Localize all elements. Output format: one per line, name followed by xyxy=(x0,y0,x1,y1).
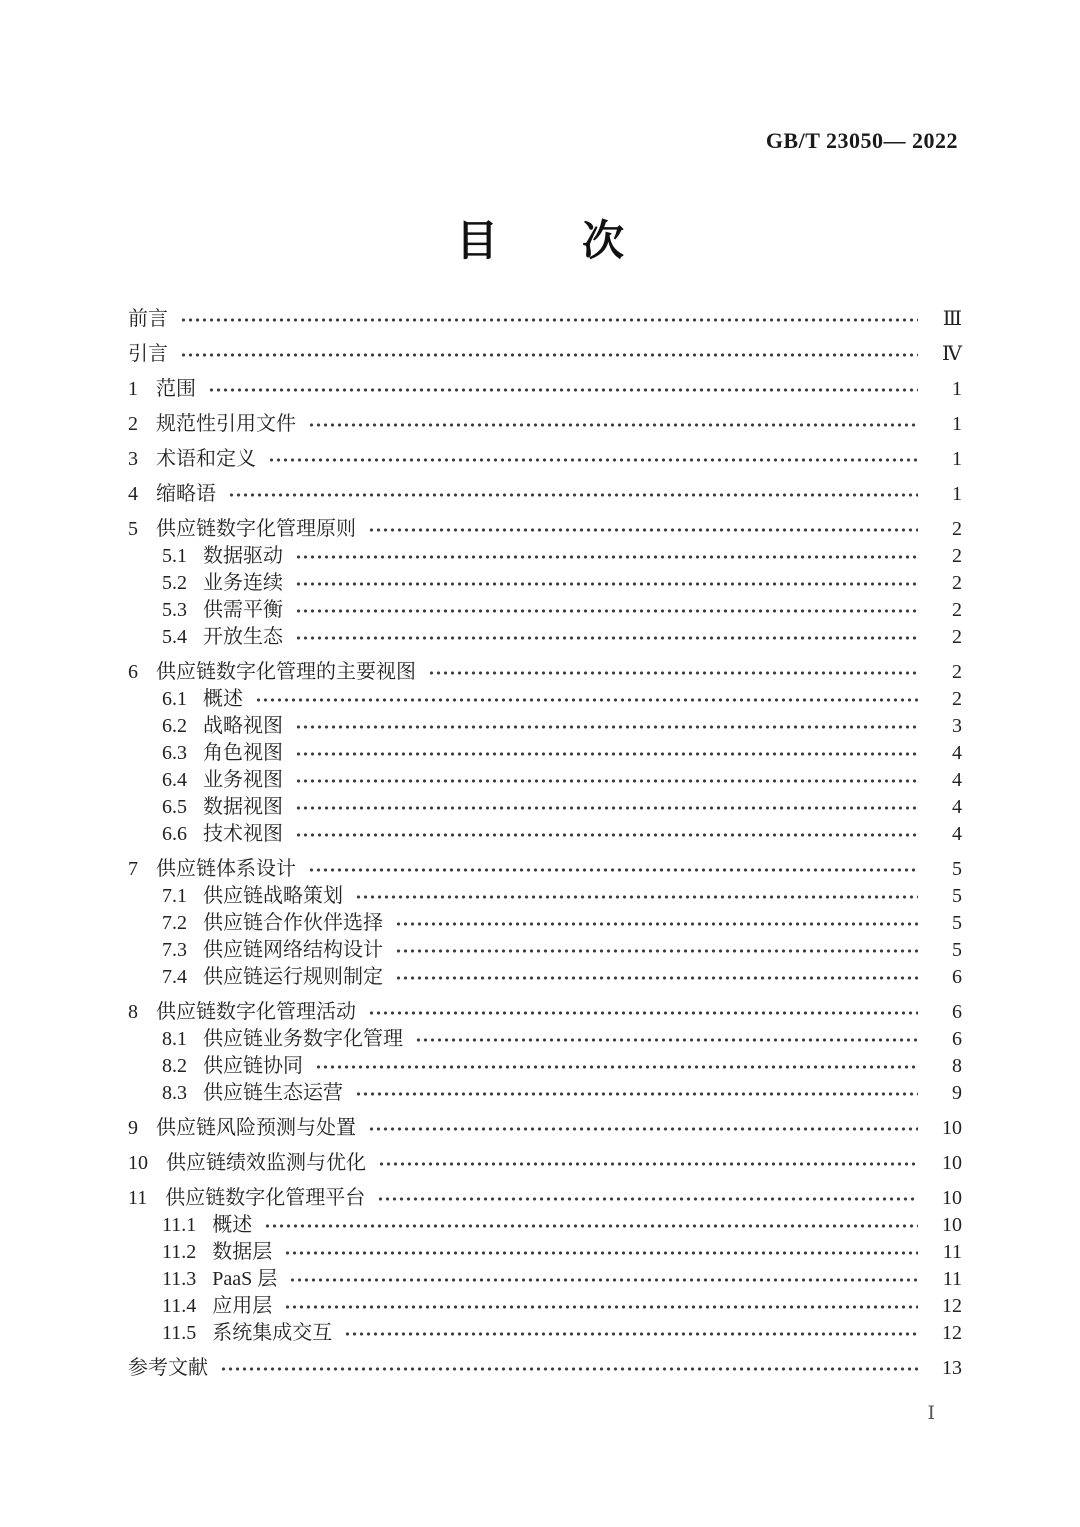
toc-entry-title: 供应链数字化管理的主要视图 xyxy=(156,661,416,683)
toc-entry xyxy=(128,1115,962,1142)
toc-entry xyxy=(128,713,962,740)
toc-entry-number: 7.2 xyxy=(162,912,187,934)
toc-entry-number: 7.4 xyxy=(162,966,187,988)
toc-entry-number: 11.5 xyxy=(162,1322,197,1344)
toc-entry-number: 11.2 xyxy=(162,1241,197,1263)
toc-entry-title: 范围 xyxy=(156,378,196,400)
toc-entry-title: 供应链战略策划 xyxy=(203,885,343,907)
dotted-leader xyxy=(378,1154,918,1174)
toc-entry-page: 2 xyxy=(952,688,962,710)
toc-entry-page: 5 xyxy=(952,912,962,934)
toc-entry xyxy=(128,1293,962,1320)
toc-entry-page: 5 xyxy=(952,885,962,907)
toc-entry-page: 6 xyxy=(952,1028,962,1050)
dotted-leader xyxy=(255,690,918,710)
toc-entry xyxy=(128,937,962,964)
dotted-leader xyxy=(295,628,918,648)
toc-entry-title: 概述 xyxy=(212,1214,253,1236)
toc-entry-number: 11.3 xyxy=(162,1268,197,1290)
dotted-leader xyxy=(180,310,918,330)
toc-entry xyxy=(128,1026,962,1053)
toc-entry-title: 角色视图 xyxy=(203,742,283,764)
toc-entry-title: 供应链绩效监测与优化 xyxy=(166,1152,366,1174)
toc-entry xyxy=(128,624,962,651)
toc-entry-page: 4 xyxy=(952,769,962,791)
toc-entry-title: 技术视图 xyxy=(203,823,283,845)
toc-entry-page: 12 xyxy=(942,1322,962,1344)
toc-entry xyxy=(128,1355,962,1382)
toc-entry xyxy=(128,516,962,543)
toc-entry-title: 供应链生态运营 xyxy=(203,1082,343,1104)
toc-entry-number: 11.1 xyxy=(162,1214,197,1236)
toc-entry-page: 1 xyxy=(952,483,962,505)
toc-entry-number: 5.2 xyxy=(162,572,187,594)
toc-entry xyxy=(128,570,962,597)
dotted-leader xyxy=(295,771,918,791)
toc-entry-page: 2 xyxy=(952,599,962,621)
toc-entry-title: 供需平衡 xyxy=(203,599,283,621)
toc-entry-page: 1 xyxy=(952,448,962,470)
toc-entry-title: 业务视图 xyxy=(203,769,283,791)
dotted-leader xyxy=(208,380,918,400)
toc-entry-title: 数据驱动 xyxy=(203,545,283,567)
dotted-leader xyxy=(295,825,918,845)
standard-code: GB/T 23050— 2022 xyxy=(765,128,958,153)
dotted-leader xyxy=(368,1119,918,1139)
toc-entry xyxy=(128,376,962,403)
dotted-leader xyxy=(284,1297,918,1317)
toc-entry-number: 9 xyxy=(128,1117,138,1139)
dotted-leader xyxy=(295,547,918,567)
toc-entry-title: 供应链协同 xyxy=(203,1055,303,1077)
toc-entry-number: 2 xyxy=(128,413,138,435)
toc-entry-page: 5 xyxy=(952,858,962,880)
toc-entry-number: 6.3 xyxy=(162,742,187,764)
toc-entry xyxy=(128,341,962,368)
toc-entry-page: 4 xyxy=(952,796,962,818)
toc-entry-title: 供应链网络结构设计 xyxy=(203,939,383,961)
toc-entry-number: 1 xyxy=(128,378,138,400)
dotted-leader xyxy=(284,1243,918,1263)
toc-entry xyxy=(128,411,962,438)
toc-entry-page: 2 xyxy=(952,545,962,567)
page-title: 目 次 xyxy=(455,219,624,265)
toc-entry-number: 11 xyxy=(128,1187,148,1209)
dotted-leader xyxy=(295,744,918,764)
toc-entry xyxy=(128,659,962,686)
toc-entry xyxy=(128,740,962,767)
toc-entry-number: 6.6 xyxy=(162,823,187,845)
toc-entry-number: 5.1 xyxy=(162,545,187,567)
toc-entry-title: PaaS 层 xyxy=(212,1268,278,1290)
dotted-leader xyxy=(428,663,918,683)
toc-entry-title: 供应链合作伙伴选择 xyxy=(203,912,383,934)
toc-entry xyxy=(128,767,962,794)
toc-entry-number: 8.1 xyxy=(162,1028,187,1050)
dotted-leader xyxy=(355,1084,918,1104)
toc-entry-number: 5.4 xyxy=(162,626,187,648)
toc-entry-number: 5 xyxy=(128,518,138,540)
toc-entry-page: 4 xyxy=(952,823,962,845)
toc-entry-page: Ⅲ xyxy=(942,308,962,330)
dotted-leader xyxy=(368,1003,918,1023)
toc-entry xyxy=(128,821,962,848)
toc-entry xyxy=(128,1080,962,1107)
toc-entry-number: 4 xyxy=(128,483,138,505)
toc-entry-number: 3 xyxy=(128,448,138,470)
toc-entry-title: 缩略语 xyxy=(156,483,216,505)
toc-entry xyxy=(128,597,962,624)
toc-entry-number: 7.3 xyxy=(162,939,187,961)
toc-entry-page: 10 xyxy=(942,1117,962,1139)
dotted-leader xyxy=(268,450,918,470)
footer-page-number: Ⅰ xyxy=(927,1403,935,1424)
dotted-leader xyxy=(395,968,918,988)
toc-entry xyxy=(128,1266,962,1293)
toc-entry-title: 应用层 xyxy=(212,1295,273,1317)
dotted-leader xyxy=(395,914,918,934)
toc-entry-title: 供应链数字化管理平台 xyxy=(165,1187,366,1209)
toc-entry-title: 供应链运行规则制定 xyxy=(203,966,383,988)
dotted-leader xyxy=(295,574,918,594)
toc-entry-number: 6.2 xyxy=(162,715,187,737)
toc-entry-title: 参考文献 xyxy=(128,1357,208,1379)
toc-entry xyxy=(128,1185,962,1212)
toc-entry-title: 数据视图 xyxy=(203,796,283,818)
toc-entry-page: 6 xyxy=(952,1001,962,1023)
toc-entry-page: 13 xyxy=(942,1357,962,1379)
toc-entry-page: 11 xyxy=(942,1241,962,1263)
dotted-leader xyxy=(355,887,918,907)
toc-entry-number: 11.4 xyxy=(162,1295,197,1317)
toc-entry xyxy=(128,794,962,821)
dotted-leader xyxy=(377,1189,918,1209)
toc-entry xyxy=(128,856,962,883)
toc-entry xyxy=(128,481,962,508)
toc-entry xyxy=(128,1150,962,1177)
toc-entry-title: 规范性引用文件 xyxy=(156,413,296,435)
toc-entry xyxy=(128,964,962,991)
toc-entry-page: 5 xyxy=(952,939,962,961)
toc-entry-title: 前言 xyxy=(128,308,168,330)
toc-entry-page: 3 xyxy=(952,715,962,737)
toc-entry-page: 2 xyxy=(952,572,962,594)
toc-entry-title: 术语和定义 xyxy=(156,448,256,470)
toc-list xyxy=(128,306,962,1382)
toc-entry-page: Ⅳ xyxy=(942,343,962,365)
toc-entry xyxy=(128,686,962,713)
toc-entry-page: 1 xyxy=(952,378,962,400)
toc-entry-page: 10 xyxy=(942,1214,962,1236)
dotted-leader xyxy=(415,1030,918,1050)
toc-entry xyxy=(128,1053,962,1080)
toc-entry-page: 1 xyxy=(952,413,962,435)
toc-entry-page: 10 xyxy=(942,1187,962,1209)
toc-entry-title: 供应链数字化管理原则 xyxy=(156,518,356,540)
dotted-leader xyxy=(220,1359,918,1379)
toc-entry-title: 数据层 xyxy=(212,1241,273,1263)
toc-entry-number: 6.4 xyxy=(162,769,187,791)
toc-entry-page: 9 xyxy=(952,1082,962,1104)
toc-entry-page: 6 xyxy=(952,966,962,988)
toc-entry-number: 10 xyxy=(128,1152,148,1174)
toc-entry-title: 引言 xyxy=(128,343,168,365)
toc-entry-number: 6.5 xyxy=(162,796,187,818)
toc-entry xyxy=(128,1320,962,1347)
toc-entry xyxy=(128,1239,962,1266)
toc-entry-title: 供应链业务数字化管理 xyxy=(203,1028,403,1050)
toc-entry-number: 8.2 xyxy=(162,1055,187,1077)
dotted-leader xyxy=(344,1324,918,1344)
toc-entry-number: 8 xyxy=(128,1001,138,1023)
toc-entry xyxy=(128,446,962,473)
toc-entry-title: 供应链风险预测与处置 xyxy=(156,1117,356,1139)
toc-entry xyxy=(128,999,962,1026)
toc-entry-title: 开放生态 xyxy=(203,626,283,648)
dotted-leader xyxy=(295,798,918,818)
dotted-leader xyxy=(395,941,918,961)
dotted-leader xyxy=(180,345,918,365)
toc-entry-number: 7.1 xyxy=(162,885,187,907)
toc-entry-number: 8.3 xyxy=(162,1082,187,1104)
toc-entry-title: 系统集成交互 xyxy=(212,1322,333,1344)
toc-entry xyxy=(128,543,962,570)
toc-entry-page: 8 xyxy=(952,1055,962,1077)
toc-entry-number: 6.1 xyxy=(162,688,187,710)
toc-entry xyxy=(128,883,962,910)
dotted-leader xyxy=(308,860,918,880)
toc-entry-page: 2 xyxy=(952,518,962,540)
toc-entry-page: 4 xyxy=(952,742,962,764)
dotted-leader xyxy=(228,485,918,505)
dotted-leader xyxy=(289,1270,918,1290)
dotted-leader xyxy=(264,1216,918,1236)
dotted-leader xyxy=(295,717,918,737)
toc-entry-title: 战略视图 xyxy=(203,715,283,737)
toc-entry-page: 10 xyxy=(942,1152,962,1174)
toc-entry xyxy=(128,910,962,937)
toc-entry-page: 11 xyxy=(942,1268,962,1290)
dotted-leader xyxy=(295,601,918,621)
toc-entry-page: 2 xyxy=(952,626,962,648)
toc-entry xyxy=(128,306,962,333)
toc-entry-title: 概述 xyxy=(203,688,243,710)
toc-entry-page: 2 xyxy=(952,661,962,683)
toc-entry-page: 12 xyxy=(942,1295,962,1317)
toc-entry-title: 业务连续 xyxy=(203,572,283,594)
dotted-leader xyxy=(308,415,918,435)
dotted-leader xyxy=(315,1057,918,1077)
toc-entry-number: 6 xyxy=(128,661,138,683)
toc-entry-title: 供应链体系设计 xyxy=(156,858,296,880)
dotted-leader xyxy=(368,520,918,540)
toc-entry-number: 7 xyxy=(128,858,138,880)
toc-entry-number: 5.3 xyxy=(162,599,187,621)
toc-entry xyxy=(128,1212,962,1239)
toc-entry-title: 供应链数字化管理活动 xyxy=(156,1001,356,1023)
